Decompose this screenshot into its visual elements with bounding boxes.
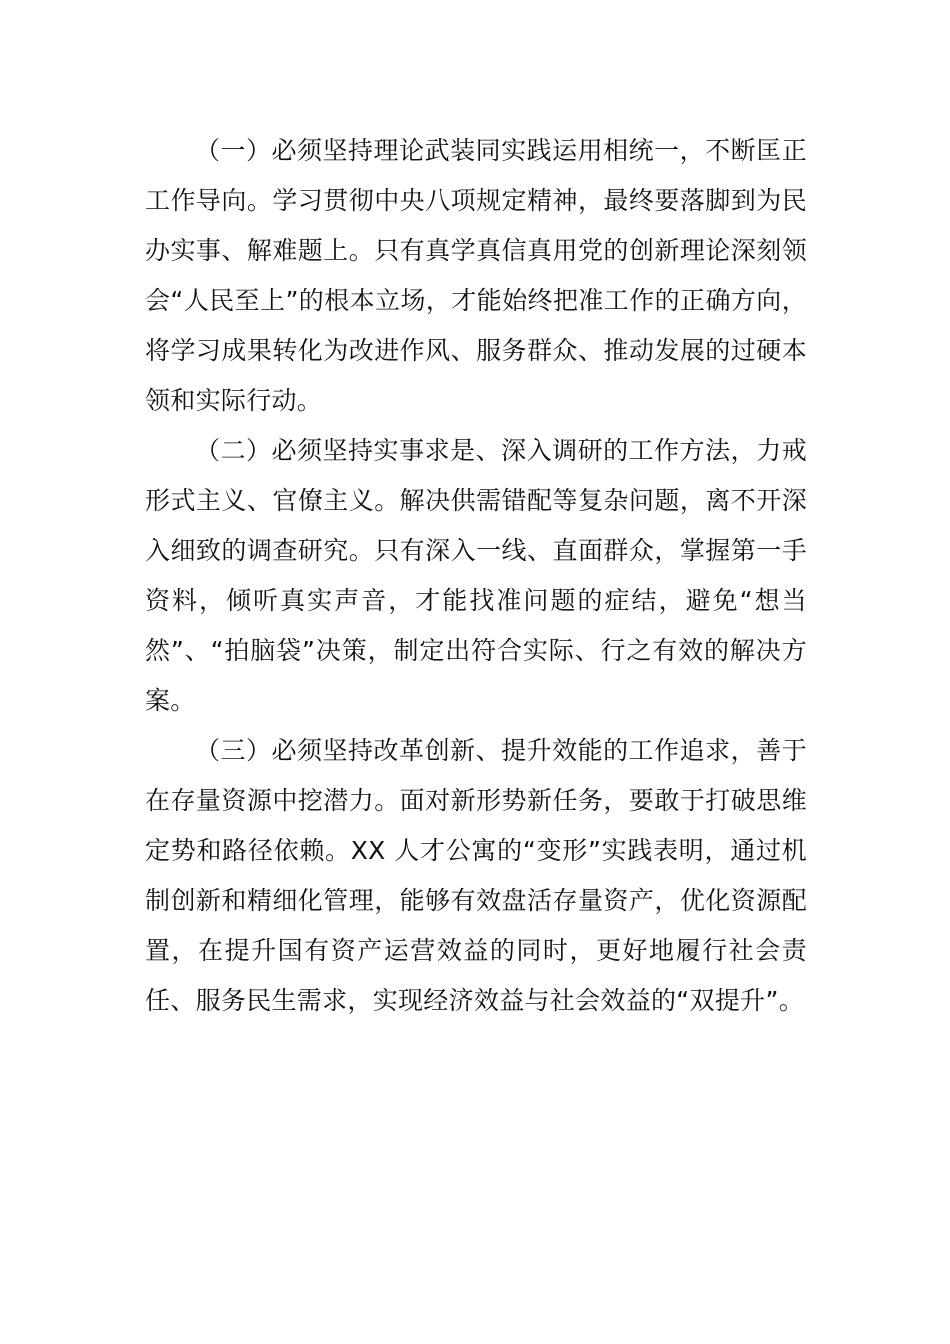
paragraph-2: （二）必须坚持实事求是、深入调研的工作方法，力戒形式主义、官僚主义。解决供需错配等复杂问题，离不开深入细致的调查研究。只有深入一线、直面群众，掌握第一手资料，倾听真实声音，才能找准问题的症结，避免“想当然”、“拍脑袋”决策，制定出符合实际、行之有效的解决方案。 [145, 436, 807, 715]
paragraph-3: （三）必须坚持改革创新、提升效能的工作追求，善于在存量资源中挖潜力。面对新形势新任务，要敢于打破思维定势和路径依赖。XX 人才公寓的“变形”实践表明，通过机制创新和精细化管理，能够有效盘活存量资产，优化资源配置，在提升国有资产运营效益的同时，更好地履行社会责任、服务民生需求，实现经济效益与社会效益的“双提升”。 [145, 736, 807, 1015]
paragraph-1: （一）必须坚持理论武装同实践运用相统一，不断匡正工作导向。学习贯彻中央八项规定精神，最终要落脚到为民办实事、解难题上。只有真学真信真用党的创新理论深刻领会“人民至上”的根本立场，才能始终把准工作的正确方向，将学习成果转化为改进作风、服务群众、推动发展的过硬本领和实际行动。 [145, 136, 807, 415]
document-body [145, 126, 807, 1026]
